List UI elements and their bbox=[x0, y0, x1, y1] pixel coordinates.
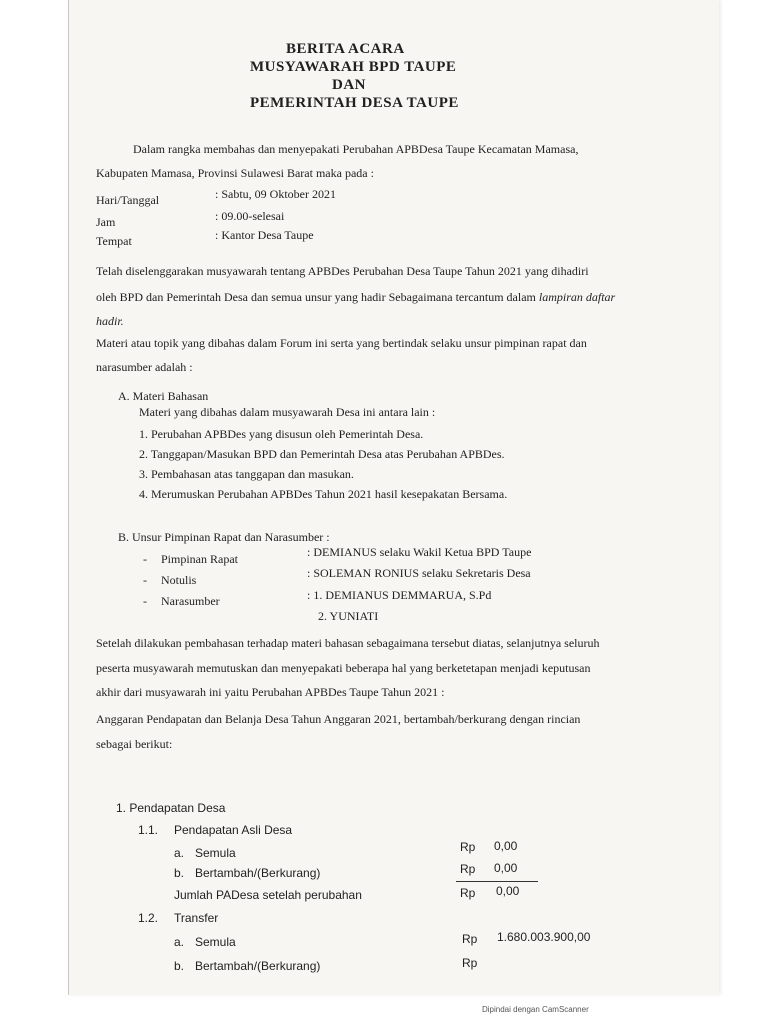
section-a-heading: A. Materi Bahasan bbox=[118, 389, 209, 403]
budget-sub1-a-rp: Rp bbox=[460, 840, 476, 854]
role-label-notulis: Notulis bbox=[161, 573, 197, 587]
schedule-value-place: : Kantor Desa Taupe bbox=[215, 228, 314, 242]
budget-sub1-total-label: Jumlah PADesa setelah perubahan bbox=[174, 888, 362, 902]
role-dash-1: - bbox=[143, 552, 147, 566]
budget-sub1-total-rp: Rp bbox=[460, 886, 476, 900]
budget-sub2-label: Transfer bbox=[174, 911, 219, 925]
section-b-heading: B. Unsur Pimpinan Rapat dan Narasumber : bbox=[118, 530, 330, 544]
budget-sub1-number: 1.1. bbox=[138, 823, 159, 837]
budget-sub2-a-letter: a. bbox=[174, 935, 185, 949]
paragraph-2-italic-2: hadir. bbox=[96, 314, 124, 328]
budget-sub2-b-letter: b. bbox=[174, 959, 185, 973]
schedule-value-time: : 09.00-selesai bbox=[215, 209, 285, 223]
budget-sub2-a-label: Semula bbox=[195, 935, 236, 949]
schedule-value-date: : Sabtu, 09 Oktober 2021 bbox=[215, 187, 336, 201]
section-a-item-2: 2. Tanggapan/Masukan BPD dan Pemerintah Desa atas Perubahan APBDes. bbox=[139, 447, 505, 461]
role-dash-2: - bbox=[143, 573, 147, 587]
conclusion-line-4: Anggaran Pendapatan dan Belanja Desa Tahun Anggaran 2021, bertambah/berkurang dengan rincian bbox=[96, 712, 581, 726]
schedule-label-date: Hari/Tanggal bbox=[96, 193, 160, 207]
budget-sub2-b-label: Bertambah/(Berkurang) bbox=[195, 959, 321, 973]
paragraph-3-line-2: narasumber adalah : bbox=[96, 360, 193, 374]
role-value-chair: : DEMIANUS selaku Wakil Ketua BPD Taupe bbox=[307, 545, 532, 559]
budget-sub2-b-rp: Rp bbox=[462, 956, 478, 970]
title-line-1: BERITA ACARA bbox=[286, 41, 405, 57]
section-a-item-3: 3. Pembahasan atas tanggapan dan masukan. bbox=[139, 467, 354, 481]
role-dash-3: - bbox=[143, 594, 147, 608]
budget-sub2-a-rp: Rp bbox=[462, 932, 478, 946]
role-value-narasumber: : 1. DEMIANUS DEMMARUA, S.Pd bbox=[307, 588, 492, 602]
budget-sub1-a-letter: a. bbox=[174, 846, 185, 860]
section-a-item-4: 4. Merumuskan Perubahan APBDes Tahun 2021 hasil kesepakatan Bersama. bbox=[139, 487, 508, 501]
paragraph-2-line-1: Telah diselenggarakan musyawarah tentang APBDes Perubahan Desa Taupe Tahun 2021 yang dihadiri bbox=[96, 264, 589, 278]
conclusion-line-1: Setelah dilakukan pembahasan terhadap materi bahasan sebagaimana tersebut diatas, selanjutnya seluruh bbox=[96, 636, 600, 650]
role-label-chair: Pimpinan Rapat bbox=[161, 552, 238, 566]
paragraph-2-italic-1: lampiran daftar bbox=[538, 290, 616, 304]
budget-sub1-a-label: Semula bbox=[195, 846, 236, 860]
budget-section-title: 1. Pendapatan Desa bbox=[116, 801, 226, 815]
budget-sub2-a-amount: 1.680.003.900,00 bbox=[497, 930, 591, 944]
intro-line-1: Dalam rangka membahas dan menyepakati Perubahan APBDesa Taupe Kecamatan Mamasa, bbox=[133, 142, 579, 156]
paragraph-2-line-2 bbox=[96, 290, 615, 305]
conclusion-line-5: sebagai berikut: bbox=[96, 737, 173, 751]
budget-sub2-number: 1.2. bbox=[138, 911, 159, 925]
budget-sub1-b-letter: b. bbox=[174, 866, 185, 880]
budget-sub1-a-amount: 0,00 bbox=[494, 839, 518, 853]
budget-sub1-b-label: Bertambah/(Berkurang) bbox=[195, 866, 321, 880]
section-a-subheading: Materi yang dibahas dalam musyawarah Desa ini antara lain : bbox=[139, 405, 436, 419]
conclusion-line-3: akhir dari musyawarah ini yaitu Perubahan APBDes Taupe Tahun 2021 : bbox=[96, 685, 445, 699]
schedule-label-place: Tempat bbox=[96, 234, 132, 248]
intro-line-2: Kabupaten Mamasa, Provinsi Sulawesi Barat maka pada : bbox=[96, 166, 374, 180]
budget-sub1-label: Pendapatan Asli Desa bbox=[174, 823, 293, 837]
paragraph-2-line-3 bbox=[96, 314, 124, 329]
budget-sub1-b-amount: 0,00 bbox=[494, 861, 518, 875]
section-a-item-1: 1. Perubahan APBDes yang disusun oleh Pemerintah Desa. bbox=[139, 427, 424, 441]
role-value-narasumber-2: 2. YUNIATI bbox=[318, 609, 379, 623]
title-line-4: PEMERINTAH DESA TAUPE bbox=[250, 95, 459, 111]
budget-sub1-b-rp: Rp bbox=[460, 862, 476, 876]
subtotal-rule bbox=[456, 881, 538, 882]
schedule-label-time: Jam bbox=[96, 215, 116, 229]
conclusion-line-2: peserta musyawarah memutuskan dan menyepakati beberapa hal yang berketetapan menjadi keputusan bbox=[96, 661, 591, 675]
paragraph-3-line-1: Materi atau topik yang dibahas dalam Forum ini serta yang bertindak selaku unsur pimpinan rapat dan bbox=[96, 336, 587, 350]
role-label-narasumber: Narasumber bbox=[161, 594, 220, 608]
paragraph-2-line-2-text: oleh BPD dan Pemerintah Desa dan semua unsur yang hadir Sebagaimana tercantum dalam bbox=[96, 290, 536, 304]
title-line-3: DAN bbox=[332, 77, 366, 93]
title-line-2: MUSYAWARAH BPD TAUPE bbox=[250, 59, 457, 75]
budget-sub1-total-amount: 0,00 bbox=[496, 884, 520, 898]
role-value-notulis: : SOLEMAN RONIUS selaku Sekretaris Desa bbox=[307, 566, 531, 580]
scanner-footer: Dipindai dengan CamScanner bbox=[482, 1005, 589, 1014]
